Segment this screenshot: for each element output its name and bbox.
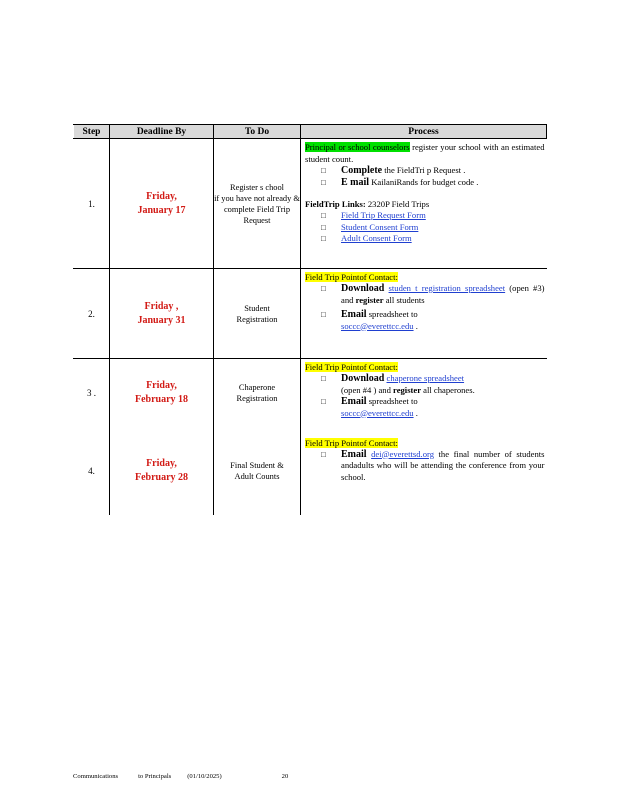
footer-label: Communications — [73, 773, 119, 780]
todo-cell — [214, 427, 301, 515]
student-consent-link[interactable]: Student Consent Form — [341, 221, 419, 232]
bullet-box-icon: □ — [321, 177, 326, 187]
header-process: Process — [301, 125, 547, 139]
bullet-text: (open #4 ) and — [341, 384, 394, 395]
process-cell — [301, 269, 547, 359]
bullet-box-icon: □ — [321, 310, 326, 319]
links-label: FieldTrip Links: — [305, 199, 366, 209]
list-item — [305, 283, 545, 306]
process-bullets — [305, 449, 545, 484]
deadline-day: Friday , — [144, 300, 179, 312]
list-item — [305, 309, 545, 332]
bullet-box-icon: □ — [321, 166, 326, 175]
bullet-bold: Email — [341, 309, 367, 320]
table-row — [74, 359, 547, 427]
todo-line: complete Field Trip Request — [223, 204, 291, 225]
step-number: 1. — [88, 198, 95, 209]
process-contact — [305, 361, 545, 373]
list-item — [305, 210, 545, 222]
page-footer — [73, 773, 288, 780]
step-cell — [74, 359, 110, 427]
deadline-cell — [110, 359, 214, 427]
schedule-table — [73, 124, 547, 515]
bullet-text: (open #3) and — [341, 283, 545, 305]
schedule-table-container — [73, 124, 544, 515]
todo-line: Student — [244, 303, 270, 313]
deadline-date: January 17 — [137, 204, 186, 216]
bullet-text: all chaperones. — [421, 384, 475, 395]
deadline-cell — [110, 427, 214, 515]
process-bullets — [305, 165, 545, 188]
list-item — [305, 449, 545, 484]
deadline-date: February 18 — [134, 393, 189, 405]
email-link[interactable]: soccc@everettcc.edu — [341, 320, 414, 331]
table-row — [74, 269, 547, 359]
page-number: 20 — [281, 773, 289, 780]
bullet-bold: Email — [341, 448, 367, 460]
todo-line: Registration — [236, 393, 278, 403]
deadline-date: January 31 — [137, 314, 186, 326]
step-cell — [74, 269, 110, 359]
bullet-bold: E mail — [341, 176, 370, 188]
bullet-box-icon: □ — [321, 222, 326, 232]
bullet-bold: Download — [341, 373, 385, 384]
todo-cell — [214, 359, 301, 427]
todo-line: Register s chool — [230, 182, 284, 192]
header-todo: To Do — [214, 125, 301, 139]
process-intro — [305, 141, 545, 165]
table-row — [74, 139, 547, 269]
bullet-text: all students — [383, 294, 425, 305]
process-bullets — [305, 373, 545, 419]
deadline-day: Friday, — [146, 457, 177, 469]
process-intro-text: register your school with an estimated student count. — [305, 142, 545, 164]
deadline-day: Friday, — [146, 190, 177, 202]
email-link[interactable]: soccc@everettcc.edu — [341, 407, 414, 418]
deadline-cell — [110, 139, 214, 269]
step-cell — [74, 427, 110, 515]
list-item — [305, 222, 545, 234]
contact-highlight: Principal or school counselors — [305, 142, 410, 152]
step-cell — [74, 139, 110, 269]
todo-line: Chaperone — [238, 382, 276, 392]
deadline-date: February 28 — [134, 471, 189, 483]
bullet-text: KailaniRands for budget code . — [369, 176, 479, 187]
todo-cell — [214, 139, 301, 269]
contact-highlight: Field Trip Pointof Contact: — [305, 362, 398, 372]
contact-highlight: Field Trip Pointof Contact: — [305, 272, 398, 282]
bullet-bold: Download — [341, 283, 385, 294]
list-item — [305, 373, 545, 396]
bullet-box-icon: □ — [321, 374, 326, 383]
process-contact — [305, 271, 545, 283]
bullet-bold: Complete — [341, 165, 383, 176]
step-number: 4. — [88, 465, 95, 476]
bullet-box-icon: □ — [321, 449, 326, 459]
step-number: 3 . — [87, 387, 96, 398]
deadline-day: Friday, — [146, 379, 177, 391]
links-heading — [305, 198, 545, 210]
bullet-bold: register — [355, 294, 384, 305]
bullet-text: . — [413, 320, 418, 331]
todo-cell — [214, 269, 301, 359]
email-link[interactable]: dei@everettsd.org — [371, 448, 434, 459]
todo-line: if you have not already & — [214, 193, 300, 203]
contact-highlight: Field Trip Pointof Contact: — [305, 437, 398, 448]
bullet-text: the final number of students andadults who will be attending the conference from your school. — [341, 448, 545, 482]
bullet-text: the FieldTri p Request . — [382, 165, 466, 175]
bullet-box-icon: □ — [321, 284, 326, 293]
bullet-text: spreadsheet to — [366, 396, 418, 406]
bullet-box-icon: □ — [321, 211, 326, 220]
header-deadline: Deadline By — [110, 125, 214, 139]
list-item — [305, 177, 545, 189]
process-contact — [305, 437, 545, 449]
bullet-text: . — [413, 407, 418, 418]
list-item — [305, 233, 545, 245]
process-bullets — [305, 283, 545, 332]
bullet-text: spreadsheet to — [366, 309, 418, 319]
list-item — [305, 396, 545, 419]
links-list — [305, 210, 545, 245]
todo-line: Adult Counts — [234, 471, 280, 481]
deadline-cell — [110, 269, 214, 359]
header-row — [74, 125, 547, 139]
process-cell — [301, 139, 547, 269]
list-item — [305, 165, 545, 177]
bullet-bold: register — [393, 384, 422, 395]
todo-line: Final Student & — [230, 460, 284, 470]
field-trip-request-link[interactable]: Field Trip Request Form — [341, 210, 426, 220]
footer-date: (01/10/2025) — [187, 773, 222, 780]
links-code: 2320P Field Trips — [365, 199, 430, 209]
bullet-box-icon: □ — [321, 234, 326, 243]
student-registration-link[interactable]: studen t registration spreadsheet — [388, 283, 506, 293]
adult-consent-link[interactable]: Adult Consent Form — [341, 233, 412, 243]
todo-line: Registration — [236, 314, 278, 324]
footer-label: to Principals — [138, 773, 172, 780]
process-cell — [301, 359, 547, 427]
bullet-box-icon: □ — [321, 397, 326, 406]
step-number: 2. — [88, 308, 95, 319]
process-cell — [301, 427, 547, 515]
header-step: Step — [74, 125, 110, 139]
chaperone-spreadsheet-link[interactable]: chaperone spreadsheet — [386, 373, 465, 383]
table-row — [74, 427, 547, 515]
bullet-bold: Email — [341, 396, 367, 407]
